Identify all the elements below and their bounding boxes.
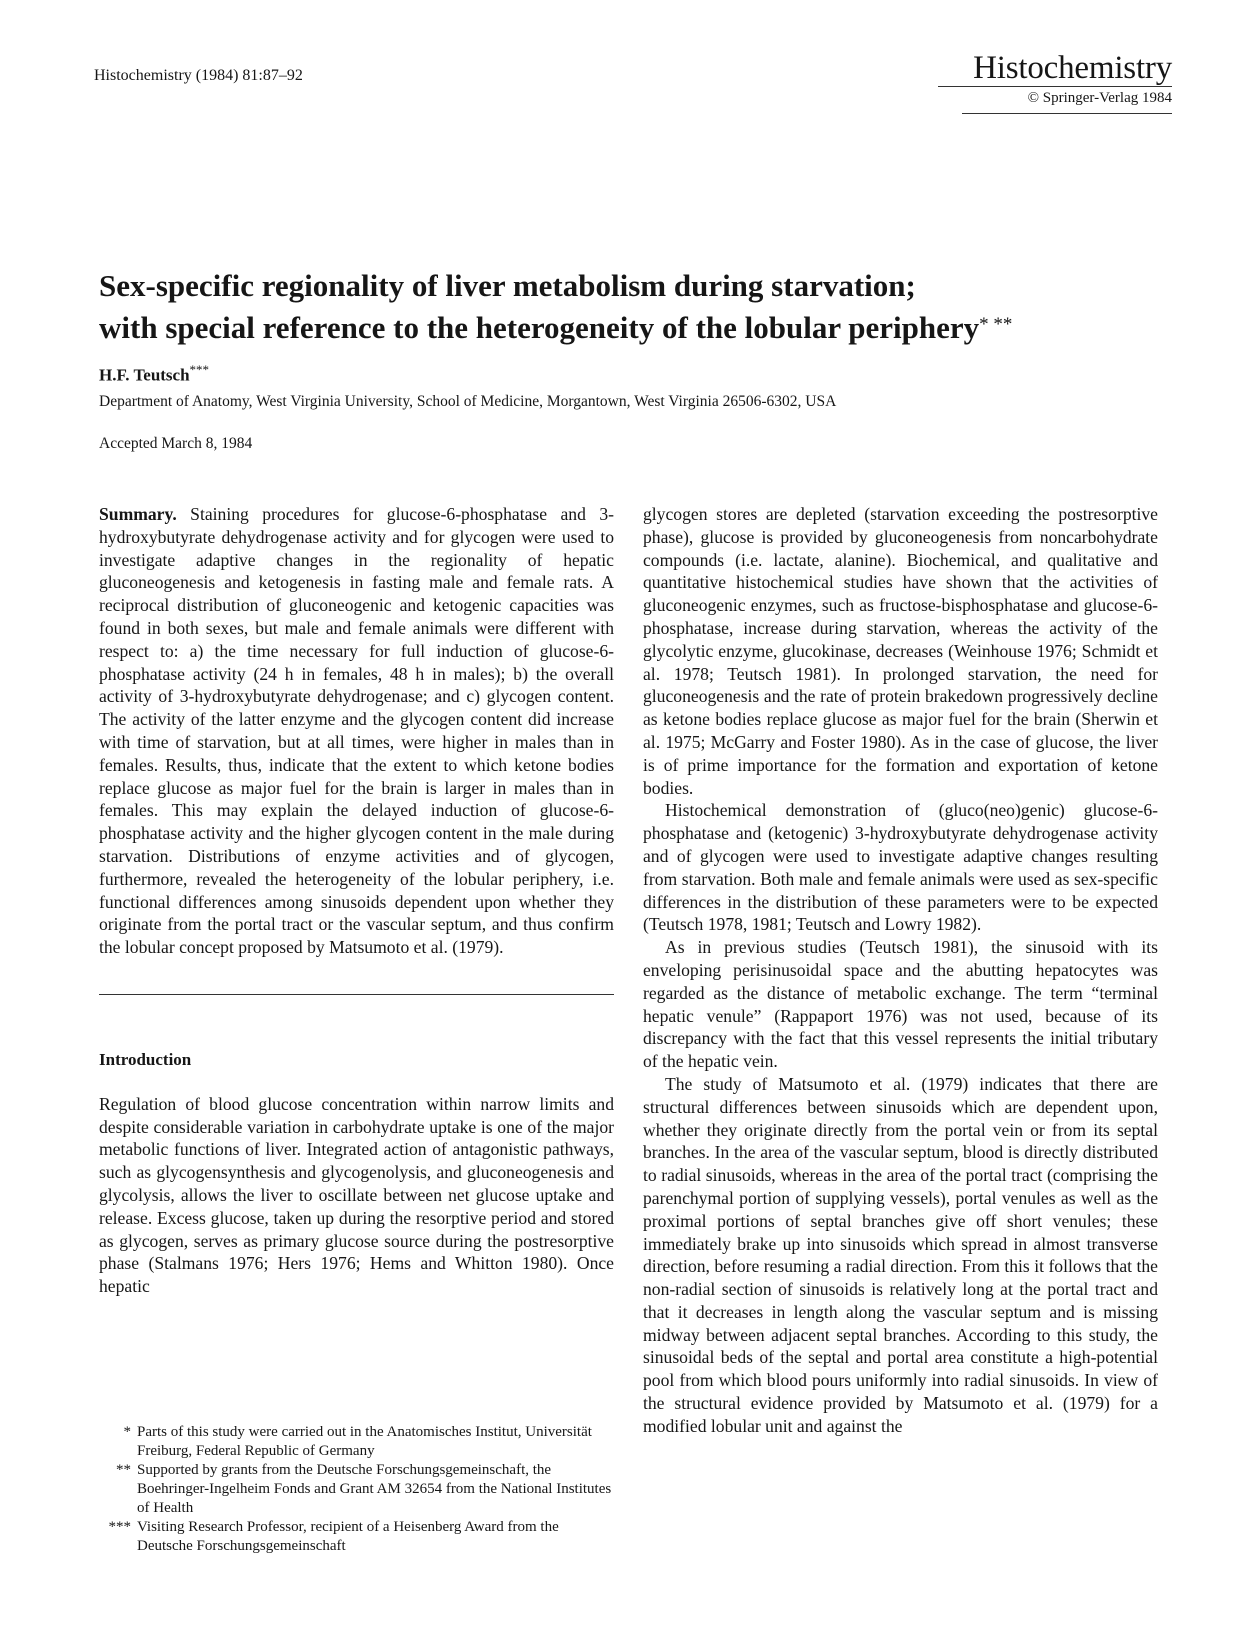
summary-text: Staining procedures for glucose-6-phosphatase and 3-hydroxybutyrate dehydrogenase activity and for glycogen were used to investigate adaptive changes in the regionality of hepatic gluconeogenesis and ketogenesis in fasting male and female rats. A reciprocal distribution of gluconeogenic and ketogenic capacities was found in both sexes, but male and female animals were different with respect to: a) the time necessary for full induction of glucose-6-phosphatase activity (24 h in females, 48 h in males); b) the overall activity of 3-hydroxybutyrate dehydrogenase; and c) glycogen content. The activity of the latter enzyme and the glycogen content did increase with time of starvation, but at all times, were higher in males than in females. Results, thus, indicate that the extent to which ketone bodies replace glucose as major fuel for the brain is larger in males than in females. This may explain the delayed induction of glucose-6-phosphatase activity and the higher glycogen content in the male during starvation. Distributions of enzyme activities and of glycogen, furthermore, revealed the heterogeneity of the lobular periphery, i.e. functional differences among sinusoids dependent upon whether they originate from the portal tract or the vascular septum, and thus confirm the lobular concept proposed by Matsumoto et al. (1979). bbox=[99, 504, 614, 958]
summary-divider bbox=[99, 994, 614, 995]
publisher-copyright: © Springer-Verlag 1984 bbox=[1027, 90, 1172, 106]
intro-paragraph-5: The study of Matsumoto et al. (1979) indicates that there are structural differences between sinusoids which are dependent upon, whether they originate directly from the portal vein or from its septal branches. In the area of the vascular septum, blood is directly distributed to radial sinusoids, whereas in the area of the portal tract (comprising the parenchymal portion of supplying vessels), portal venules as well as the proximal portions of septal branches give off short venules; these immediately brake up into sinusoids which spread in almost transverse direction, before resuming a radial direction. From this it follows that the non-radial section of sinusoids is relatively long at the portal tract and that it decreases in length along the vascular septum and is missing midway between adjacent septal branches. According to this study, the sinusoidal beds of the septal and portal area constitute a high-potential pool from which blood pours uniformly into radial sinusoids. In view of the structural evidence provided by Matsumoto et al. (1979) for a modified lobular unit and against the bbox=[643, 1073, 1158, 1436]
journal-rule-top bbox=[938, 86, 1172, 87]
left-column bbox=[99, 503, 614, 1298]
running-head: Histochemistry (1984) 81:87–92 bbox=[94, 67, 303, 84]
introduction-heading: Introduction bbox=[99, 1049, 192, 1069]
accepted-date: Accepted March 8, 1984 bbox=[99, 435, 253, 452]
journal-name: Histochemistry bbox=[973, 50, 1172, 86]
author bbox=[99, 362, 209, 386]
footnote bbox=[99, 1461, 614, 1518]
title-line-1: Sex-specific regionality of liver metabolism during starvation; bbox=[99, 268, 916, 303]
footnotes bbox=[99, 1423, 614, 1556]
footnote-mark: *** bbox=[108, 1519, 131, 1535]
intro-paragraph-3: Histochemical demonstration of (gluco(neo)genic) glucose-6-phosphatase and (ketogenic) 3-hydroxybutyrate dehydrogenase activity and of glycogen were used to investigate adaptive changes resulting from starvation. Both male and female animals were used as sex-specific differences in the distribution of these parameters were to be expected (Teutsch 1978, 1981; Teutsch and Lowry 1982). bbox=[643, 800, 1158, 935]
title-footnote-marks: * ** bbox=[979, 314, 1013, 335]
footnote bbox=[99, 1423, 614, 1461]
footnote-mark: * bbox=[123, 1424, 131, 1440]
title-line-2 bbox=[99, 305, 1012, 347]
affiliation: Department of Anatomy, West Virginia University, School of Medicine, Morgantown, West Virginia 26506-6302, USA bbox=[99, 393, 837, 410]
summary-label: Summary. bbox=[99, 504, 177, 524]
intro-paragraph-1: Regulation of blood glucose concentration within narrow limits and despite considerable variation in carbohydrate uptake is one of the major metabolic functions of liver. Integrated action of antagonistic pathways, such as glycogensynthesis and glycogenolysis, and gluconeogenesis and glycolysis, allows the liver to oscillate between net glucose uptake and release. Excess glucose, taken up during the resorptive period and stored as glycogen, serves as primary glucose source during the postresorptive phase (Stalmans 1976; Hers 1976; Hems and Whitton 1980). Once hepatic bbox=[99, 1093, 614, 1297]
footnote-text: Supported by grants from the Deutsche Forschungsgemeinschaft, the Boehringer-Ingelheim Fonds and Grant AM 32654 from the National Institutes of Health bbox=[137, 1462, 612, 1516]
summary-paragraph bbox=[99, 503, 614, 959]
footnote-mark: ** bbox=[116, 1462, 131, 1478]
author-footnote-mark: *** bbox=[189, 362, 210, 377]
author-name: H.F. Teutsch bbox=[99, 365, 190, 385]
title-line-2-text: with special reference to the heterogeneity of the lobular periphery bbox=[99, 310, 980, 345]
right-column bbox=[643, 503, 1158, 1438]
footnote-text: Parts of this study were carried out in the Anatomisches Institut, Universität Freiburg, Federal Republic of Germany bbox=[137, 1424, 592, 1459]
footnote bbox=[99, 1518, 614, 1556]
intro-paragraph-2: glycogen stores are depleted (starvation exceeding the postresorptive phase), glucose is provided by gluconeogenesis from noncarbohydrate compounds (i.e. lactate, alanine). Biochemical, and qualitative and quantitative histochemical studies have shown that the activities of gluconeogenic enzymes, such as fructose-bisphosphatase and glucose-6-phosphatase, increase during starvation, whereas the activity of the glycolytic enzyme, glucokinase, decreases (Weinhouse 1976; Schmidt et al. 1978; Teutsch 1981). In prolonged starvation, the need for gluconeogenesis and the rate of protein brakedown progressively decline as ketone bodies replace glucose as major fuel for the brain (Sherwin et al. 1975; McGarry and Foster 1980). As in the case of glucose, the liver is of prime importance for the formation and exportation of ketone bodies. bbox=[643, 504, 1158, 798]
footnote-text: Visiting Research Professor, recipient of a Heisenberg Award from the Deutsche Forschungsgemeinschaft bbox=[137, 1519, 559, 1554]
intro-paragraph-4: As in previous studies (Teutsch 1981), the sinusoid with its enveloping perisinusoidal space and the abutting hepatocytes was regarded as the distance of metabolic exchange. The term “terminal hepatic venule” (Rappaport 1976) was not used, because of its discrepancy with the fact that this vessel represents the initial tributary of the hepatic vein. bbox=[643, 937, 1158, 1072]
article-title bbox=[99, 266, 1012, 347]
journal-rule-bottom bbox=[962, 113, 1172, 114]
